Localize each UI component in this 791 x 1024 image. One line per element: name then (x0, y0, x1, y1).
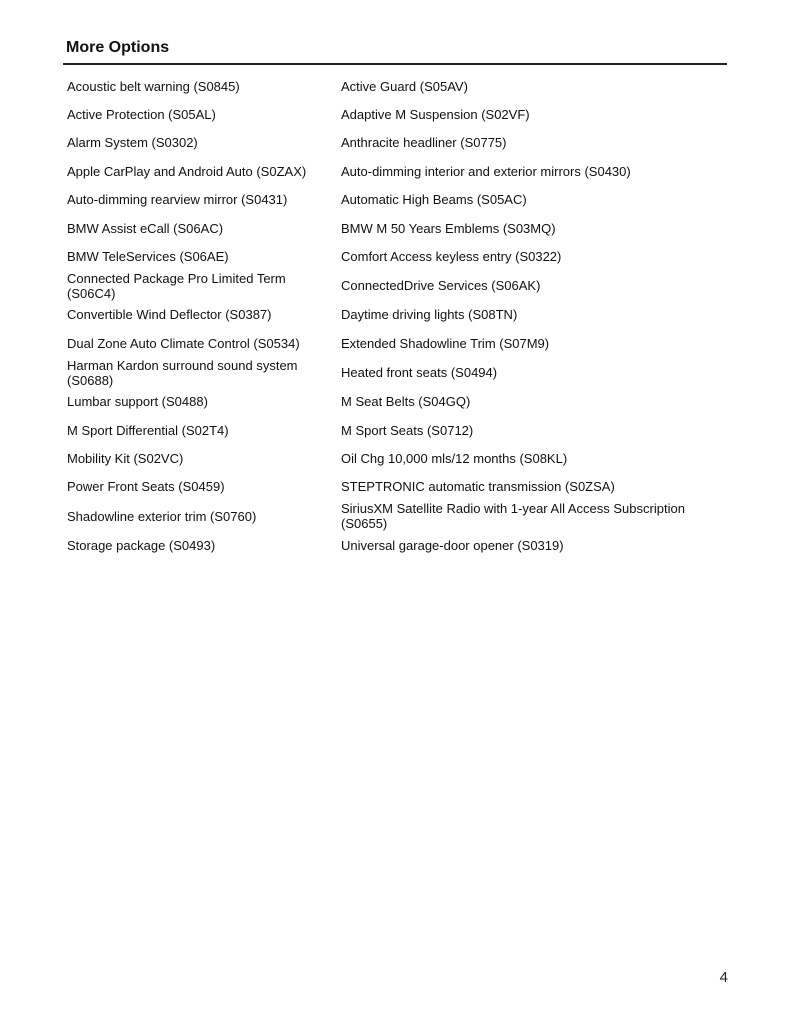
option-cell: Daytime driving lights (S08TN) (341, 307, 518, 323)
table-row (63, 157, 723, 185)
option-cell: M Sport Seats (S0712) (341, 422, 474, 438)
option-cell: Storage package (S0493) (67, 537, 216, 553)
table-row (63, 358, 723, 388)
table-row (63, 416, 723, 444)
option-cell: Dual Zone Auto Climate Control (S0534) (67, 335, 300, 351)
option-cell: Universal garage-door opener (S0319) (341, 537, 564, 553)
table-row (63, 473, 723, 501)
options-table (63, 72, 723, 559)
option-cell: ConnectedDrive Services (S06AK) (341, 278, 541, 294)
option-cell: Alarm System (S0302) (67, 135, 198, 151)
option-cell: Extended Shadowline Trim (S07M9) (341, 335, 550, 351)
table-row (63, 214, 723, 242)
page-number: 4 (719, 969, 728, 986)
option-cell: BMW TeleServices (S06AE) (67, 249, 229, 265)
table-row (63, 271, 723, 301)
option-cell: Connected Package Pro Limited Term (S06C4) (67, 270, 286, 301)
option-cell: M Sport Differential (S02T4) (67, 422, 229, 438)
table-row (63, 501, 723, 531)
table-row (63, 186, 723, 214)
option-cell: Lumbar support (S0488) (67, 394, 208, 410)
option-cell: Acoustic belt warning (S0845) (67, 78, 240, 94)
option-cell: STEPTRONIC automatic transmission (S0ZSA) (341, 479, 615, 495)
option-cell: BMW M 50 Years Emblems (S03MQ) (341, 220, 556, 236)
table-row (63, 444, 723, 472)
option-cell: Heated front seats (S0494) (341, 365, 498, 381)
table-row (63, 388, 723, 416)
option-cell: Automatic High Beams (S05AC) (341, 192, 527, 208)
option-cell: Comfort Access keyless entry (S0322) (341, 249, 562, 265)
title-divider (63, 63, 727, 65)
option-cell: Harman Kardon surround sound system (S0688) (67, 357, 298, 388)
option-cell: Active Guard (S05AV) (341, 78, 468, 94)
option-cell: Auto-dimming interior and exterior mirrors (S0430) (341, 163, 631, 179)
option-cell: Anthracite headliner (S0775) (341, 135, 507, 151)
option-cell: BMW Assist eCall (S06AC) (67, 220, 224, 236)
option-cell: Adaptive M Suspension (S02VF) (341, 107, 530, 123)
section-title: More Options (66, 39, 170, 56)
option-cell: Auto-dimming rearview mirror (S0431) (67, 192, 288, 208)
table-row (63, 72, 723, 100)
option-cell: Oil Chg 10,000 mls/12 months (S08KL) (341, 450, 568, 466)
table-row (63, 100, 723, 128)
option-cell: Active Protection (S05AL) (67, 107, 216, 123)
option-cell: Shadowline exterior trim (S0760) (67, 508, 257, 524)
option-cell: M Seat Belts (S04GQ) (341, 394, 471, 410)
table-row (63, 329, 723, 357)
option-cell: Convertible Wind Deflector (S0387) (67, 307, 272, 323)
option-cell: Power Front Seats (S0459) (67, 479, 225, 495)
table-row (63, 129, 723, 157)
option-cell: Apple CarPlay and Android Auto (S0ZAX) (67, 163, 307, 179)
table-row (63, 242, 723, 270)
option-cell: SiriusXM Satellite Radio with 1-year All Access Subscription (S0655) (341, 501, 685, 532)
table-row (63, 531, 723, 559)
option-cell: Mobility Kit (S02VC) (67, 450, 184, 466)
table-row (63, 301, 723, 329)
